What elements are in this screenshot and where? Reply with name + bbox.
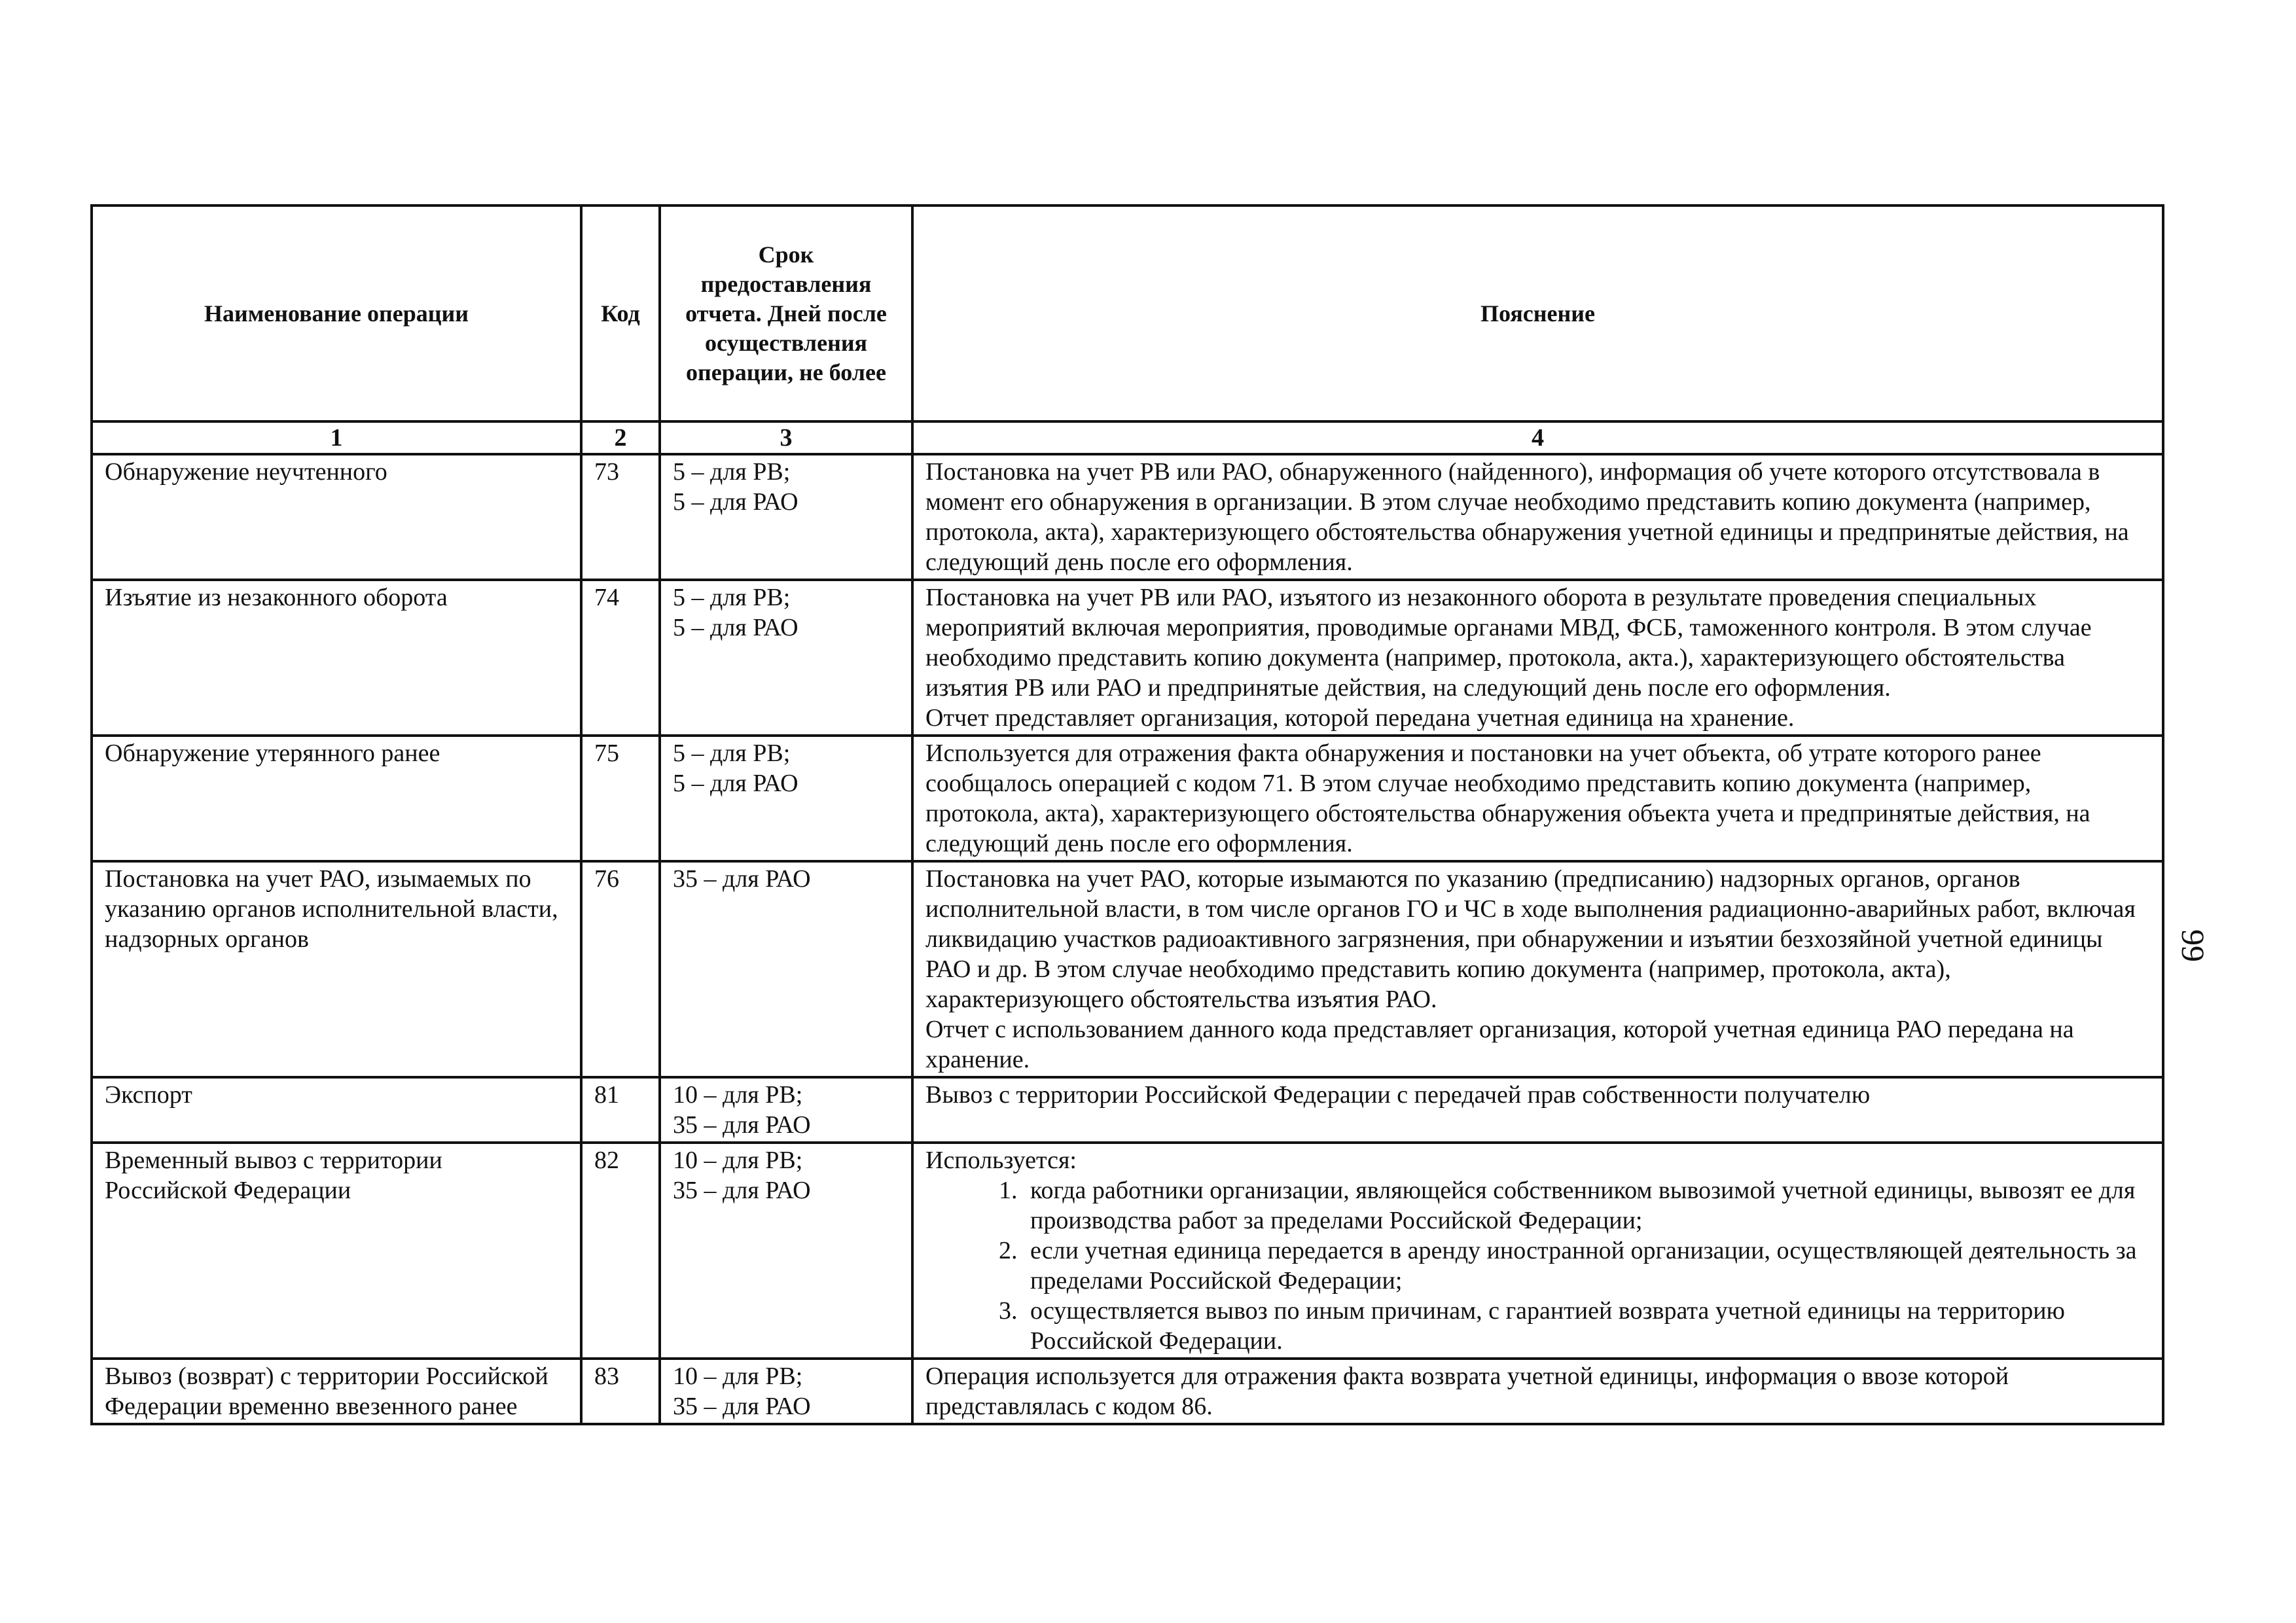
explanation-paragraph: Операция используется для отражения факта возврата учетной единицы, информация о ввозе которой представлялась с кодом 86. — [925, 1363, 2009, 1420]
operation-code: 81 — [581, 1077, 660, 1143]
operation-code: 83 — [581, 1359, 660, 1424]
explanation — [912, 454, 2163, 580]
list-item: 3. осуществляется вывоз по иным причинам, с гарантией возврата учетной единицы на территорию Российской Федерации. — [1024, 1296, 2150, 1356]
table-row — [92, 454, 2163, 580]
explanation — [912, 861, 2163, 1077]
table-row — [92, 1359, 2163, 1424]
column-number-1: 1 — [92, 421, 581, 454]
operation-code: 76 — [581, 861, 660, 1077]
column-number-2: 2 — [581, 421, 660, 454]
operation-name: Изъятие из незаконного оборота — [92, 580, 581, 736]
header-code: Код — [581, 205, 660, 421]
explanation-paragraph: Постановка на учет РВ или РАО, обнаруженного (найденного), информация об учете которого отсутствовала в момент его обнаружения в организации. В этом случае необходимо представить копию документа (например, протокола, акта), характеризующего обстоятельства обнаружения учетной единицы и предпринятые действия, на следующий день после его оформления. — [925, 458, 2129, 576]
operation-code: 73 — [581, 454, 660, 580]
term-line: 5 – для РАО — [673, 614, 798, 641]
table-row — [92, 1077, 2163, 1143]
report-term — [660, 454, 912, 580]
table-row — [92, 580, 2163, 736]
column-number-3: 3 — [660, 421, 912, 454]
operation-name: Обнаружение утерянного ранее — [92, 736, 581, 861]
explanation — [912, 736, 2163, 861]
explanation-paragraph: Вывоз с территории Российской Федерации с передачей прав собственности получателю — [925, 1081, 1871, 1109]
term-line: 35 – для РАО — [673, 1393, 811, 1420]
operation-name: Временный вывоз с территории Российской Федерации — [92, 1143, 581, 1359]
term-line: 5 – для РВ; — [673, 740, 791, 767]
column-number-4: 4 — [912, 421, 2163, 454]
explanation — [912, 580, 2163, 736]
header-explanation: Пояснение — [912, 205, 2163, 421]
operation-name: Экспорт — [92, 1077, 581, 1143]
operation-code: 82 — [581, 1143, 660, 1359]
report-term — [660, 1077, 912, 1143]
term-line: 5 – для РАО — [673, 770, 798, 797]
explanation-intro: Используется: — [925, 1147, 1077, 1174]
term-line: 5 – для РАО — [673, 488, 798, 516]
term-line: 35 – для РАО — [673, 1111, 811, 1139]
report-term — [660, 580, 912, 736]
report-term — [660, 861, 912, 1077]
header-operation-name: Наименование операции — [92, 205, 581, 421]
explanation-paragraph: Используется для отражения факта обнаружения и постановки на учет объекта, об утрате которого ранее сообщалось операцией с кодом 71. В этом случае необходимо представить копию документа (например, протокола, акта), характеризующего обстоятельства обнаружения объекта учета и предпринятые действия, на следующий день после его оформления. — [925, 740, 2090, 857]
list-item: 2. если учетная единица передается в аренду иностранной организации, осуществляющей деятельность за пределами Российской Федерации; — [1024, 1236, 2150, 1296]
operation-code: 75 — [581, 736, 660, 861]
operations-table — [90, 204, 2164, 1425]
table-row — [92, 1143, 2163, 1359]
header-term: Срок предоставления отчета. Дней после осуществления операции, не более — [660, 205, 912, 421]
term-line: 5 – для РВ; — [673, 584, 791, 611]
term-line: 10 – для РВ; — [673, 1081, 803, 1109]
usage-list — [925, 1175, 2150, 1356]
report-term — [660, 1359, 912, 1424]
term-line: 5 – для РВ; — [673, 458, 791, 486]
term-line: 35 – для РАО — [673, 865, 811, 893]
explanation-paragraph: Отчет представляет организация, которой передана учетная единица на хранение. — [925, 704, 1795, 732]
explanation-paragraph: Отчет с использованием данного кода представляет организация, которой учетная единица РАО передана на хранение. — [925, 1016, 2074, 1073]
term-line: 35 – для РАО — [673, 1177, 811, 1204]
list-item: 1. когда работники организации, являющейся собственником вывозимой учетной единицы, вывозят ее для производства работ за пределами Российской Федерации; — [1024, 1175, 2150, 1236]
term-line: 10 – для РВ; — [673, 1147, 803, 1174]
table-row — [92, 736, 2163, 861]
explanation — [912, 1359, 2163, 1424]
explanation — [912, 1143, 2163, 1359]
table-row — [92, 861, 2163, 1077]
page-number: 99 — [2175, 929, 2212, 962]
operation-name: Вывоз (возврат) с территории Российской Федерации временно ввезенного ранее — [92, 1359, 581, 1424]
explanation-paragraph: Постановка на учет РВ или РАО, изъятого из незаконного оборота в результате проведения специальных мероприятий включая мероприятия, проводимые органами МВД, ФСБ, таможенного контроля. В этом случае необходимо представить копию документа (например, протокола, акта.), характеризующего обстоятельства изъятия РВ или РАО и предпринятые действия, на следующий день после его оформления. — [925, 584, 2092, 702]
report-term — [660, 736, 912, 861]
operation-code: 74 — [581, 580, 660, 736]
operation-name: Постановка на учет РАО, изымаемых по указанию органов исполнительной власти, надзорных органов — [92, 861, 581, 1077]
column-number-row — [92, 421, 2163, 454]
report-term — [660, 1143, 912, 1359]
term-line: 10 – для РВ; — [673, 1363, 803, 1390]
header-row — [92, 205, 2163, 421]
explanation-paragraph: Постановка на учет РАО, которые изымаются по указанию (предписанию) надзорных органов, органов исполнительной власти, в том числе органов ГО и ЧС в ходе выполнения радиационно-аварийных работ, включая ликвидацию участков радиоактивного загрязнения, при обнаружении и изъятии безхозяйной учетной единицы РАО и др. В этом случае необходимо представить копию документа (например, протокола, акта), характеризующего обстоятельства изъятия РАО. — [925, 865, 2136, 1013]
operation-name: Обнаружение неучтенного — [92, 454, 581, 580]
explanation — [912, 1077, 2163, 1143]
